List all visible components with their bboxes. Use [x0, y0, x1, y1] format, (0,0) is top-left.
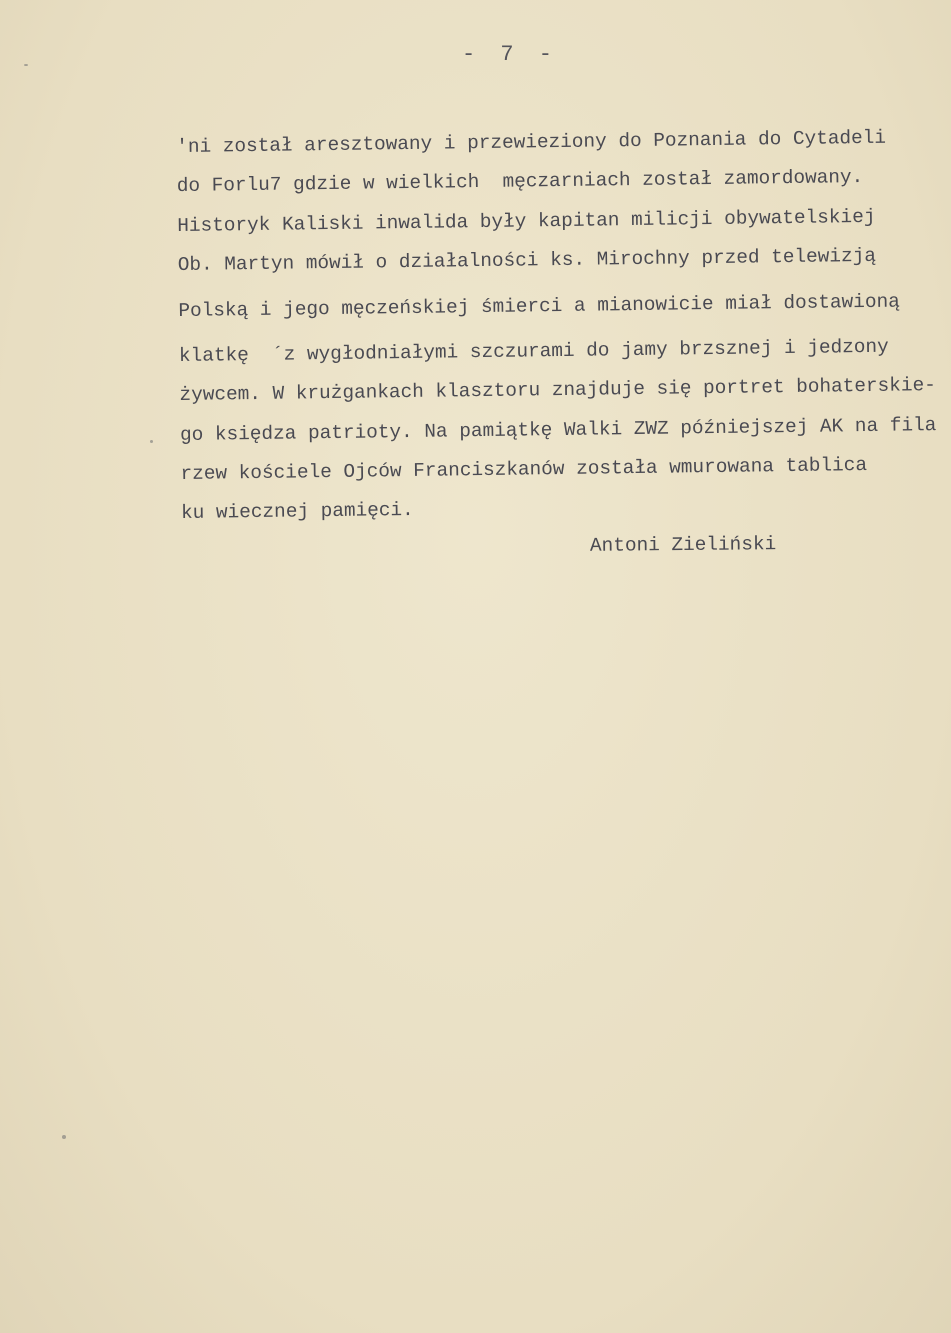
text-line: go księdza patrioty. Na pamiątkę Walki ZWZ późniejszej AK na fila	[179, 413, 937, 446]
text-line: rzew kościele Ojców Franciszkanów została wmurowana tablica	[180, 454, 868, 486]
typed-text-body	[176, 118, 941, 534]
text-line: Ob. Martyn mówił o działalności ks. Mirochny przed telewizją	[177, 244, 877, 276]
text-line: klatkę ´z wygłodniałymi szczurami do jamy brzsznej i jedzony	[178, 335, 889, 368]
paper-speck	[150, 440, 153, 443]
text-line: Historyk Kaliski inwalida były kapitan milicji obywatelskiej	[177, 205, 876, 237]
paper-speck	[62, 1135, 66, 1139]
text-line: 'ni został aresztowany i przewieziony do Poznania do Cytadeli	[176, 126, 887, 158]
text-line: do Forlu7 gdzie w wielkich męczarniach został zamordowany.	[176, 166, 864, 198]
text-line: żywcem. W krużgankach klasztoru znajduje się portret bohaterskie-	[179, 374, 936, 407]
signature: Antoni Zieliński	[589, 533, 777, 557]
text-line: Polską i jego męczeńskiej śmierci a mianowicie miał dostawioną	[178, 290, 900, 323]
paper-speck	[24, 64, 28, 66]
text-line: ku wiecznej pamięci.	[180, 499, 414, 525]
page-number: - 7 -	[462, 42, 559, 67]
